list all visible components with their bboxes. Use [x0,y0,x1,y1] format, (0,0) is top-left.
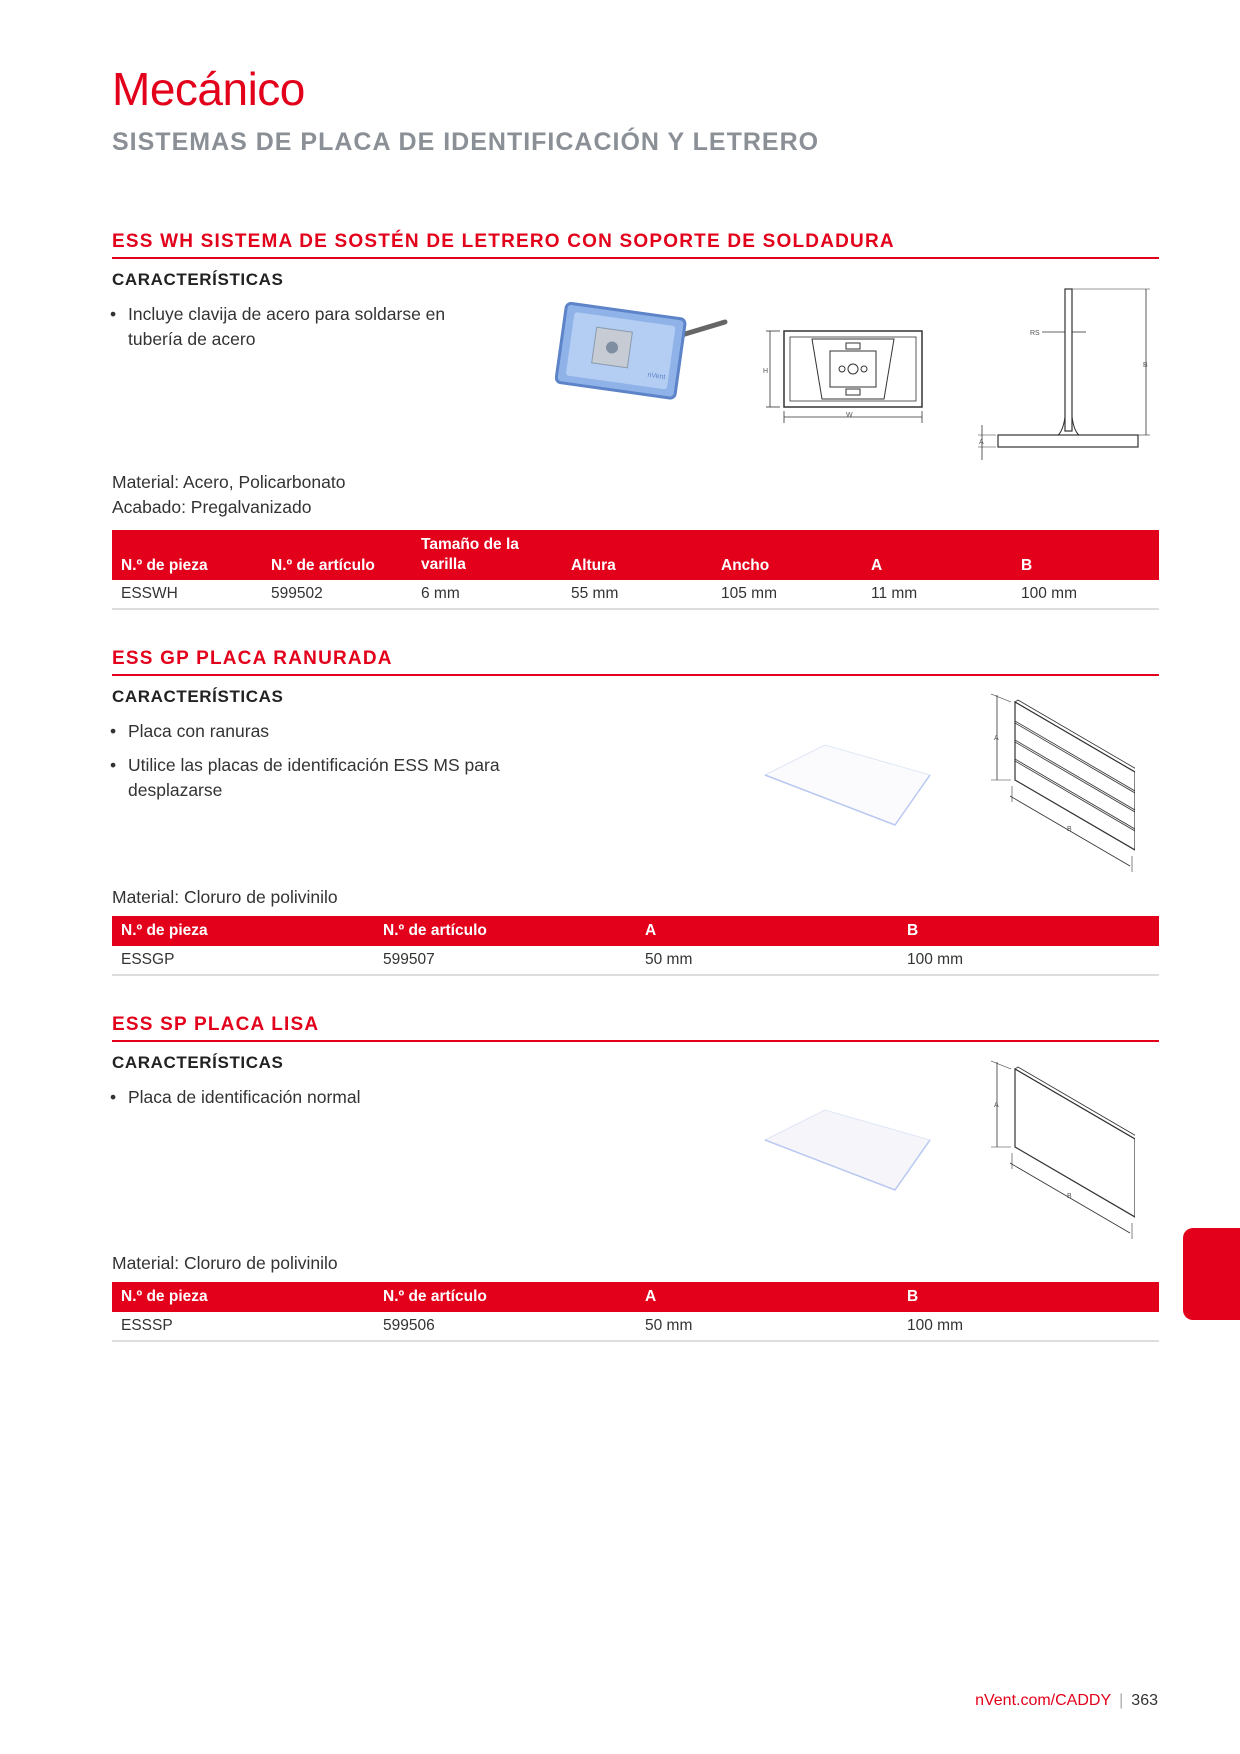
spec-table-esssp [112,1282,1159,1342]
chapter-tab [1183,1228,1240,1320]
bullet-dot: • [110,1087,117,1107]
col-header: B [1012,530,1159,580]
feature-bullet [110,1085,530,1110]
table-cell: ESSGP [112,946,374,975]
section-heading-essgp: ESS GP PLACA RANURADA [112,648,1159,676]
feature-bullet [110,753,530,803]
col-header: N.º de artículo [262,530,412,580]
table-cell: 55 mm [562,580,712,609]
footer-site-link[interactable]: nVent.com/CADDY [975,1692,1112,1709]
table-header-row [112,530,1159,580]
material-line: Material: Acero, Policarbonato [112,472,346,492]
bullet-text: Placa con ranuras [128,721,270,741]
col-header: B [898,916,1159,946]
section-heading-esssp: ESS SP PLACA LISA [112,1014,1159,1042]
footer [975,1692,1158,1710]
table-header-row [112,1282,1159,1312]
material-line: Material: Cloruro de polivinilo [112,887,338,907]
feature-bullet [110,302,490,352]
bullet-text: Placa de identificación normal [128,1087,361,1107]
table-cell: ESSWH [112,580,262,609]
table-cell: 100 mm [898,946,1159,975]
table-cell: 100 mm [1012,580,1159,609]
dim-label-h: H [763,368,769,375]
dim-label-b: B [1067,826,1072,833]
table-cell: ESSSP [112,1312,374,1341]
dim-label-w: W [846,412,853,419]
col-header: A [636,1282,898,1312]
dim-label-a: A [994,735,999,742]
bullet-text: Incluye clavija de acero para soldarse en tubería de acero [128,304,446,349]
product-image-esssp [760,1105,935,1195]
table-cell: 105 mm [712,580,862,609]
svg-text:nVent: nVent [647,371,666,382]
table-cell: 599502 [262,580,412,609]
features-label: CARACTERÍSTICAS [112,270,284,289]
features-label: CARACTERÍSTICAS [112,687,284,706]
table-header-row [112,916,1159,946]
footer-separator: | [1119,1692,1124,1709]
dim-label-a: A [979,439,984,446]
spec-table-esswh [112,530,1159,610]
finish-line: Acabado: Pregalvanizado [112,497,312,517]
drawing-essgp [985,690,1135,880]
table-cell: 599506 [374,1312,636,1341]
table-cell: 50 mm [636,946,898,975]
col-header: N.º de pieza [112,530,262,580]
dim-label-b: B [1143,362,1148,369]
bullet-dot: • [110,304,117,324]
drawing-front-esswh [760,325,925,425]
bullet-dot: • [110,755,117,775]
table-row [112,580,1159,609]
spec-table-essgp [112,916,1159,976]
dim-label-a: A [994,1102,999,1109]
product-image-essgp [760,740,935,830]
page-title: Mecánico [112,63,305,115]
product-image-esswh [555,300,730,405]
dim-label-b: B [1067,1193,1072,1200]
col-header: A [862,530,1012,580]
col-header: Tamaño de la varilla [412,530,562,580]
feature-bullet [110,719,530,744]
col-header: Ancho [712,530,862,580]
drawing-esssp [985,1057,1135,1247]
table-cell: 100 mm [898,1312,1159,1341]
drawing-side-esswh [970,285,1160,470]
features-label: CARACTERÍSTICAS [112,1053,284,1072]
table-row [112,1312,1159,1341]
material-line: Material: Cloruro de polivinilo [112,1253,338,1273]
bullet-dot: • [110,721,117,741]
col-header: N.º de artículo [374,1282,636,1312]
col-header: A [636,916,898,946]
section-heading-esswh: ESS WH SISTEMA DE SOSTÉN DE LETRERO CON SOPORTE DE SOLDADURA [112,231,1159,259]
col-header: N.º de pieza [112,916,374,946]
col-header: N.º de pieza [112,1282,374,1312]
table-row [112,946,1159,975]
dim-label-rs: RS [1030,330,1040,337]
col-header: N.º de artículo [374,916,636,946]
table-cell: 599507 [374,946,636,975]
page-subtitle: SISTEMAS DE PLACA DE IDENTIFICACIÓN Y LETRERO [112,128,820,156]
table-cell: 50 mm [636,1312,898,1341]
page-number: 363 [1131,1692,1158,1709]
table-cell: 6 mm [412,580,562,609]
table-cell: 11 mm [862,580,1012,609]
col-header: Altura [562,530,712,580]
bullet-text: Utilice las placas de identificación ESS MS para desplazarse [128,755,500,800]
col-header: B [898,1282,1159,1312]
